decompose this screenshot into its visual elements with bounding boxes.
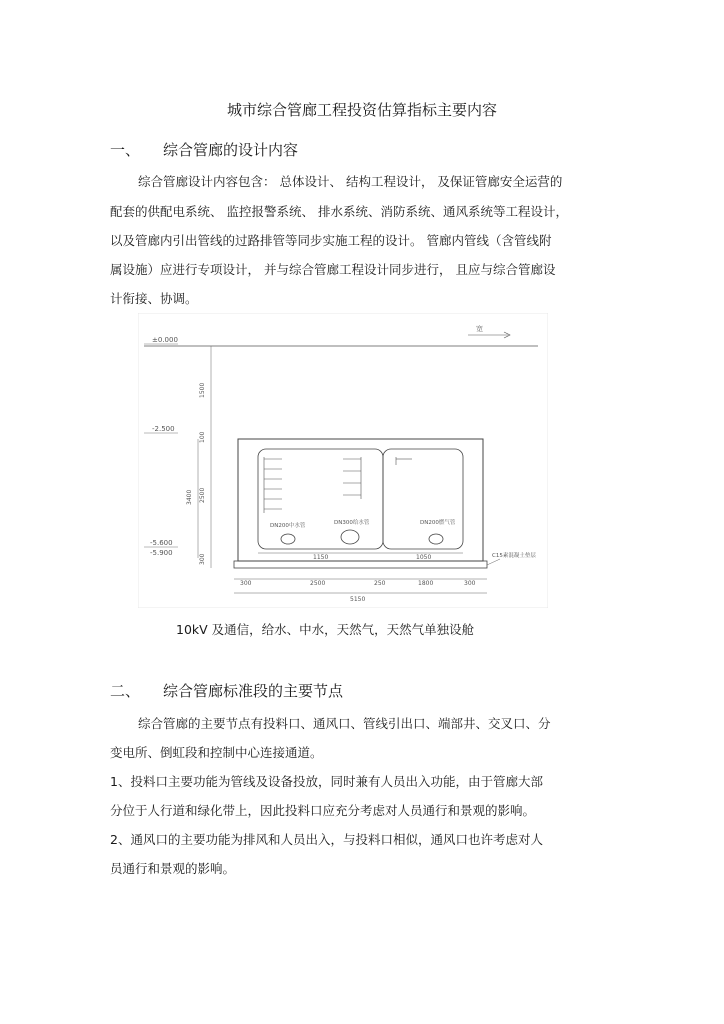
paragraph-line: 2、通风口的主要功能为排风和人员出入，与投料口相似，通风口也许考虑对人 — [110, 832, 543, 847]
dim-2500: 2500 — [199, 487, 206, 503]
section-1-heading: 综合管廊的设计内容 — [163, 141, 299, 159]
paragraph-line: 1、投料口主要功能为管线及设备投放，同时兼有人员出入功能，由于管廊大部 — [110, 774, 543, 789]
section-2-heading: 综合管廊标准段的主要节点 — [163, 682, 344, 700]
bottom-dim-300b: 300 — [464, 580, 476, 587]
section-2-number: 二、 — [110, 682, 141, 700]
paragraph-line: 综合管廊的主要节点有投料口、通风口、管线引出口、端部井、交叉口、分 — [138, 716, 551, 731]
paragraph-line: 计衔接、协调。 — [110, 291, 198, 306]
pipe-label-2: DN300给水管 — [334, 520, 370, 526]
dim-1500: 1500 — [199, 382, 206, 398]
page-title: 城市综合管廊工程投资估算指标主要内容 — [226, 101, 497, 119]
paragraph-line: 综合管廊设计内容包含： 总体设计、 结构工程设计， 及保证管廊安全运营的 — [138, 174, 563, 189]
paragraph-line: 配套的供配电系统、 监控报警系统、 排水系统、消防系统、通风系统等工程设计， — [110, 204, 568, 219]
elevation-top: ±0.000 — [152, 336, 178, 344]
total-dim: 5150 — [350, 596, 366, 603]
base-note: C15素混凝土垫层 — [492, 553, 536, 559]
paragraph-line: 员通行和景观的影响。 — [110, 861, 236, 876]
road-label: 宽 — [476, 325, 483, 333]
elevation-base: -5.900 — [150, 549, 173, 557]
bottom-dim-2500: 2500 — [310, 580, 326, 587]
bottom-dim-250: 250 — [374, 580, 386, 587]
dim-3400: 3400 — [186, 489, 193, 505]
section-1-number: 一、 — [110, 141, 141, 159]
pipe-label-1: DN200中水管 — [270, 523, 306, 529]
paragraph-line: 以及管廊内引出管线的过路排管等同步实施工程的设计。 管廊内管线（含管线附 — [110, 233, 552, 248]
elevation-low: -5.600 — [150, 539, 173, 547]
pipe-gallery-cross-section-figure — [138, 313, 548, 608]
dim-300: 300 — [199, 553, 206, 565]
paragraph-line: 分位于人行道和绿化带上，因此投料口应充分考虑对人员通行和景观的影响。 — [110, 803, 536, 818]
elevation-mid: -2.500 — [152, 425, 175, 433]
inner-dim-1050: 1050 — [416, 554, 432, 561]
figure-caption: 10kV 及通信，给水、中水，天然气，天然气单独设舱 — [176, 622, 475, 637]
pipe-label-3: DN200燃气管 — [420, 520, 456, 526]
bottom-dim-1800: 1800 — [418, 580, 434, 587]
dim-100: 100 — [199, 431, 206, 443]
paragraph-line: 属设施）应进行专项设计， 并与综合管廊工程设计同步进行， 且应与综合管廊设 — [110, 262, 556, 277]
bottom-dim-300a: 300 — [240, 580, 252, 587]
inner-dim-1150: 1150 — [313, 554, 329, 561]
paragraph-line: 变电所、倒虹段和控制中心连接通道。 — [110, 745, 323, 760]
